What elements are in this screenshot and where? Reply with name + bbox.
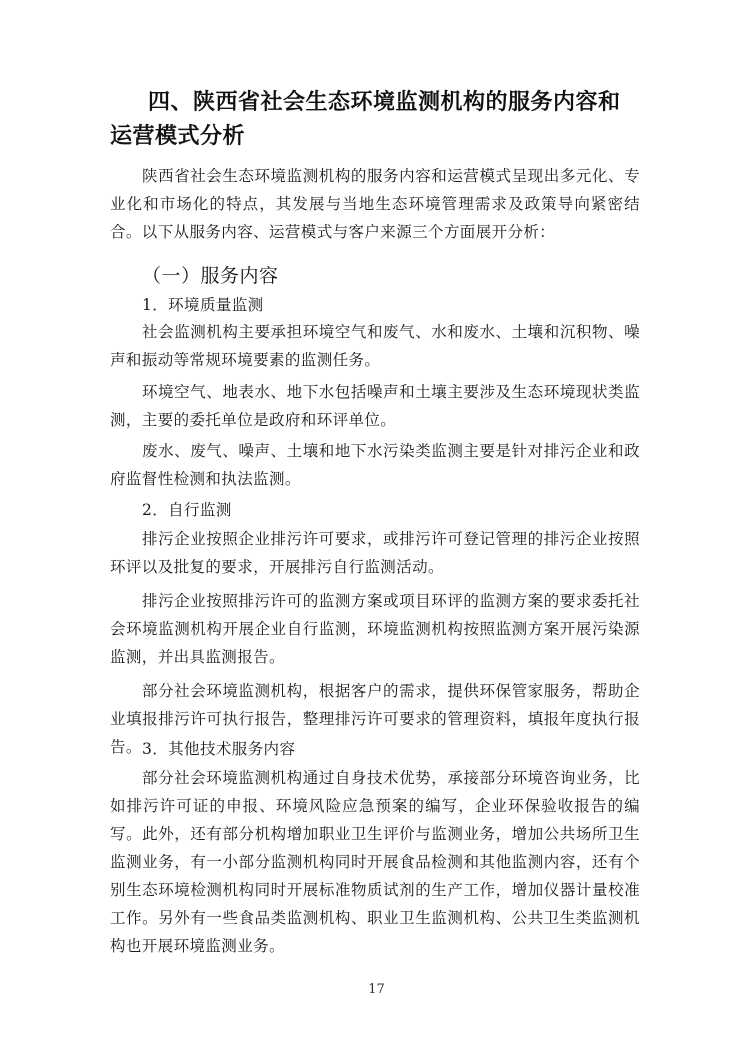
item-2-paragraph-2: 排污企业按照排污许可的监测方案或项目环评的监测方案的要求委托社会环境监测机构开展企业自行监测，环境监测机构按照监测方案开展污染源监测，并出具监测报告。 xyxy=(110,592,640,666)
item-heading-3: 3．其他技术服务内容 xyxy=(142,740,296,758)
item-3-paragraph-1: 部分社会环境监测机构通过自身技术优势，承接部分环境咨询业务，比如排污许可证的申报、环境风险应急预案的编写，企业环保验收报告的编写。此外，还有部分机构增加职业卫生评价与监测业务，增加公共场所卫生监测业务，有一小部分监测机构同时开展食品检测和其他监测内容，还有个别生态环境检测机构同时开展标准物质试剂的生产工作，增加仪器计量校准工作。另外有一些食品类监测机构、职业卫生监测机构、公共卫生类监测机构也开展环境监测业务。 xyxy=(110,769,640,955)
subsection-title: （一）服务内容 xyxy=(142,265,279,287)
intro-paragraph: 陕西省社会生态环境监测机构的服务内容和运营模式呈现出多元化、专业化和市场化的特点，其发展与当地生态环境管理需求及政策导向紧密结合。以下从服务内容、运营模式与客户来源三个方面展开分析： xyxy=(110,167,640,241)
item-1-paragraph-2: 环境空气、地表水、地下水包括噪声和土壤主要涉及生态环境现状类监测，主要的委托单位是政府和环评单位。 xyxy=(110,383,640,429)
item-1-paragraph-1: 社会监测机构主要承担环境空气和废气、水和废水、土壤和沉积物、噪声和振动等常规环境要素的监测任务。 xyxy=(110,323,640,369)
section-title: 四、陕西省社会生态环境监测机构的服务内容和运营模式分析 xyxy=(110,90,621,149)
item-heading-1: 1．环境质量监测 xyxy=(142,296,264,314)
page-number: 17 xyxy=(368,982,385,997)
item-2-paragraph-1: 排污企业按照企业排污许可要求，或排污许可登记管理的排污企业按照环评以及批复的要求，开展排污自行监测活动。 xyxy=(110,530,640,576)
item-2-paragraph-3: 部分社会环境监测机构，根据客户的需求，提供环保管家服务，帮助企业填报排污许可执行报告，整理排污许可要求的管理资料，填报年度执行报告。 xyxy=(110,682,640,756)
item-heading-2: 2．自行监测 xyxy=(142,501,232,519)
item-1-paragraph-3: 废水、废气、噪声、土壤和地下水污染类监测主要是针对排污企业和政府监督性检测和执法监测。 xyxy=(110,442,640,488)
